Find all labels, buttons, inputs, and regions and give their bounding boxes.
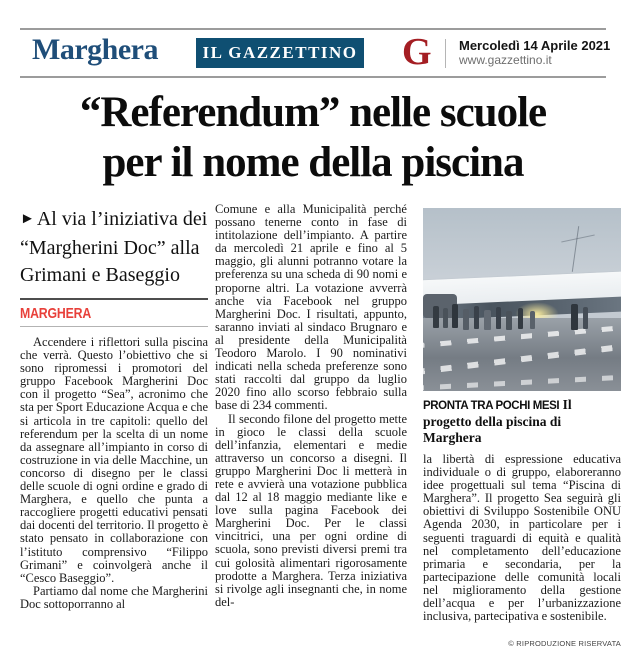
kicker-top-rule (20, 298, 208, 300)
headline-line-1: “Referendum” nelle scuole (79, 89, 547, 136)
column-left (20, 206, 208, 633)
masthead-label: IL GAZZETTINO (202, 43, 358, 62)
section-title: Marghera (32, 33, 158, 66)
section-kicker: MARGHERA (20, 305, 92, 322)
crane-silhouette (572, 226, 579, 272)
kicker-bottom-rule (20, 326, 208, 327)
paragraph: Comune e alla Municipalità perché possano tenerne conto in fase di intitolazione dell’impianto. A partire da mercoledì 21 aprile e fino al 5 maggio, gli alunni potranno votare la preferenza su una scheda di 90 nomi e proporne altri. La votazione avverrà anche via Facebook nel gruppo Margherini Doc. I risultati, appunto, saranno inviati al sindaco Brugnaro e al presidente della Municipalità Teodoro Marolo. I 90 nominativi indicati nella scheda preferenze sono stati raccolti dal gruppo da luglio 2020 fino allo scorso febbraio sulla base di 234 commenti. (215, 203, 407, 413)
paragraph: la libertà di espressione educativa individuale o di gruppo, elaboreranno idee progettuali sul tema “Piscina di Marghera”. Il progetto Sea seguirà gli obiettivi di Sviluppo Sostenibile ONU Agenda 2030, in particolare per i seguenti traguardi di equità e qualità nel completamento dell’educazione primaria e secondaria, per la partecipazione delle comunità locali nel miglioramento della gestione dell’acqua e per l’urbanizzazione inclusiva, partecipativa e sostenibile. (423, 453, 621, 624)
body-column-2 (215, 203, 407, 641)
issue-date: Mercoledì 14 Aprile 2021 (459, 38, 611, 53)
copyright-notice: © RIPRODUZIONE RISERVATA (508, 639, 621, 648)
column-right (423, 208, 621, 648)
photo-caption (423, 397, 621, 446)
article-headline (0, 88, 626, 188)
caption-kicker: PRONTA TRA POCHI MESI (423, 400, 560, 412)
paragraph: Accendere i riflettori sulla piscina che verrà. Questo l’obiettivo che si sono ripromessi i promotori del gruppo Facebook Margherini Doc con il progetto “Sea”, acronimo che sta per Sport Educazione Acqua e che si articola in tre capitoli: quello del referendum per la scelta di un nome da assegnare all’impianto in corso di costruzione in via delle Macchine, un concorso di disegno per le classi delle scuole di ogni ordine e grado di Marghera, e quello che punta a raccogliere progetti educativi pensati dai docenti del territorio. Il progetto è stato pensato in collaborazione con l’istituto comprensivo “Filippo Grimani” e coinvolgerà anche il “Cesco Baseggio”. (20, 336, 208, 585)
website-url: www.gazzettino.it (459, 52, 552, 67)
header-divider (445, 39, 446, 68)
body-column-3 (423, 453, 621, 649)
header-bottom-rule (20, 76, 606, 78)
standfirst-arrow-icon: ► (20, 211, 35, 227)
paragraph: Partiamo dal nome che Margherini Doc sottoporranno al (20, 583, 208, 611)
crane-silhouette (561, 234, 594, 242)
date-block (459, 39, 610, 68)
caption-text: Il progetto della piscina di Marghera (423, 397, 572, 445)
header-top-rule (20, 28, 606, 30)
standfirst-text: Al via l’iniziativa dei “Margherini Doc” alla Grimani e Baseggio (20, 208, 208, 286)
body-column-1 (20, 336, 208, 633)
headline-line-2: per il nome della piscina (102, 139, 524, 186)
gazzettino-g-logo: G (402, 31, 432, 73)
paragraph: Il secondo filone del progetto mette in gioco le classi della scuole dell’infanzia, elementari e medie attraverso un concorso a disegni. Il gruppo Margherini Doc li metterà in rete e avvierà una votazione pubblica dal 12 al 18 maggio mediante like e love sulla pagina Facebook dei Margherini Doc. Per le classi vincitrici, una per ogni ordine di scuola, sono previsti diversi premi tra cui golosità alimentari rigorosamente prodotte a Marghera. Terza iniziativa si rivolge agli insegnanti che, in nome del- (215, 411, 407, 609)
standfirst (20, 206, 208, 289)
article-photo (423, 208, 621, 391)
masthead-logo (196, 38, 364, 68)
